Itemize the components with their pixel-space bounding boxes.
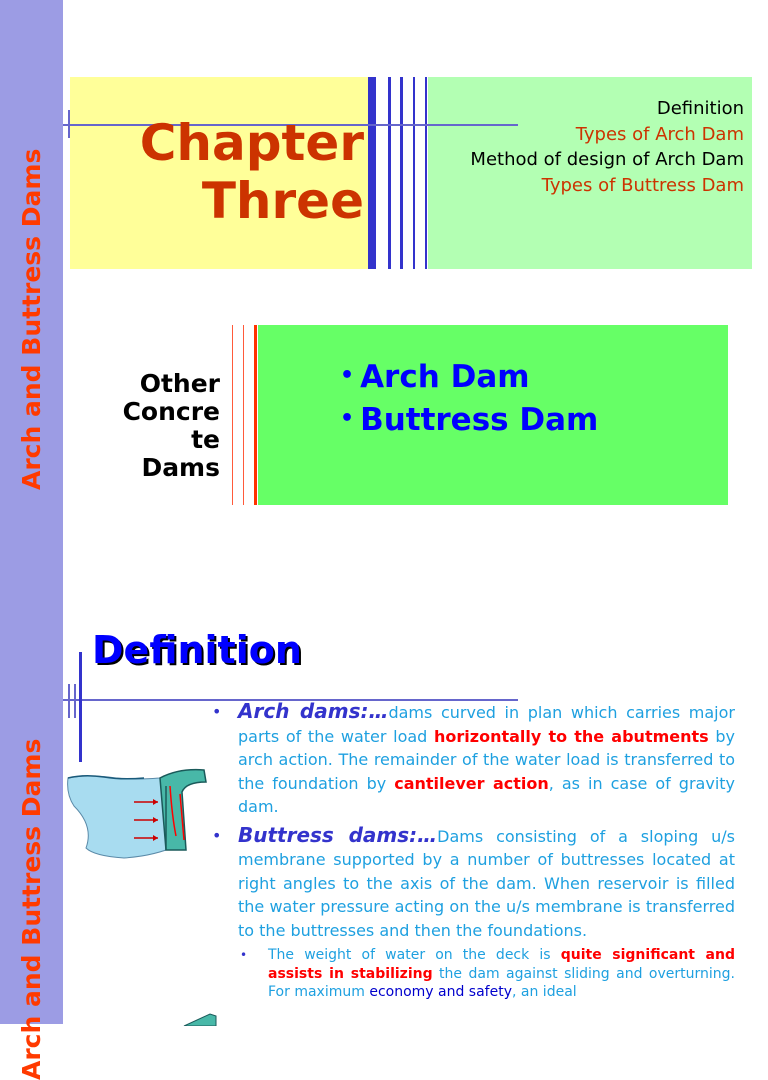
dam-types-list [340,355,598,441]
buttress-dam-definition [212,822,735,943]
divider-bar [413,77,415,269]
text-span: , an ideal [512,984,577,1000]
bullet-dot: • [240,948,248,962]
tick-mark [68,684,70,718]
arch-dam-definition [212,699,736,819]
label-line: Other [139,369,220,398]
text-span: , as in case of gravity dam. [238,773,736,816]
table-of-contents [444,96,744,198]
tick-mark [74,684,76,718]
text-span: by arch action. The remainder of the water load is transferred to the foundation by [238,726,735,793]
divider-bar [425,77,427,269]
label-line: te [191,425,220,454]
chapter-title [140,114,364,230]
other-concrete-dams-label [80,370,220,482]
toc-item: Types of Arch Dam [575,123,744,145]
arch-dam-illustration [64,766,214,862]
divider-bar [388,77,391,269]
emphasis-text: quite significant and assists in stabilizing [268,947,735,982]
text-span: the dam against sliding and overturning. For maximum [268,965,735,1000]
bullet-dot: • [212,702,222,721]
buttress-sub-point [240,946,735,1002]
bullet-dot: • [212,825,222,845]
chapter-line-2: Three [201,172,364,230]
divider-bar [400,77,403,269]
text-span: Dams consisting of a sloping u/s membrane supported by a number of buttresses located at right angles to the axis of the dam. When reservoir is filled the water pressure acting on the u/s membrane is transferred to the buttresses and then the foundations. [238,826,735,940]
red-divider [254,325,257,505]
toc-item: Definition [656,98,744,119]
divider-bar [368,77,376,269]
list-item: • Buttress Dam [340,398,598,441]
chapter-line-1: Chapter [139,114,364,172]
term-label: Buttress dams:… [238,822,438,847]
toc-item: Method of design of Arch Dam [470,149,744,170]
label-line: Concre [122,397,220,426]
emphasis-text: economy and safety [369,984,512,1000]
red-divider [232,325,233,505]
emphasis-text: horizontally to the abutments [434,726,709,746]
definition-heading: Definition [92,628,302,672]
text-span: dams curved in plan which carries major parts of the water load [238,703,735,746]
text-span: The weight of water on the deck is [268,947,561,963]
tick-mark [68,110,70,138]
definitions-body [212,699,736,1002]
sidebar-title-bottom: Arch and Buttress Dams [17,738,46,1080]
emphasis-text: cantilever action [394,773,549,793]
red-divider [243,325,244,505]
vertical-rule [79,652,82,762]
list-item: • Arch Dam [340,355,598,398]
term-label: Arch dams:… [238,699,389,723]
sidebar-title-top: Arch and Buttress Dams [17,148,46,490]
toc-item: Types of Buttress Dam [541,174,744,196]
label-line: Dams [141,453,220,482]
